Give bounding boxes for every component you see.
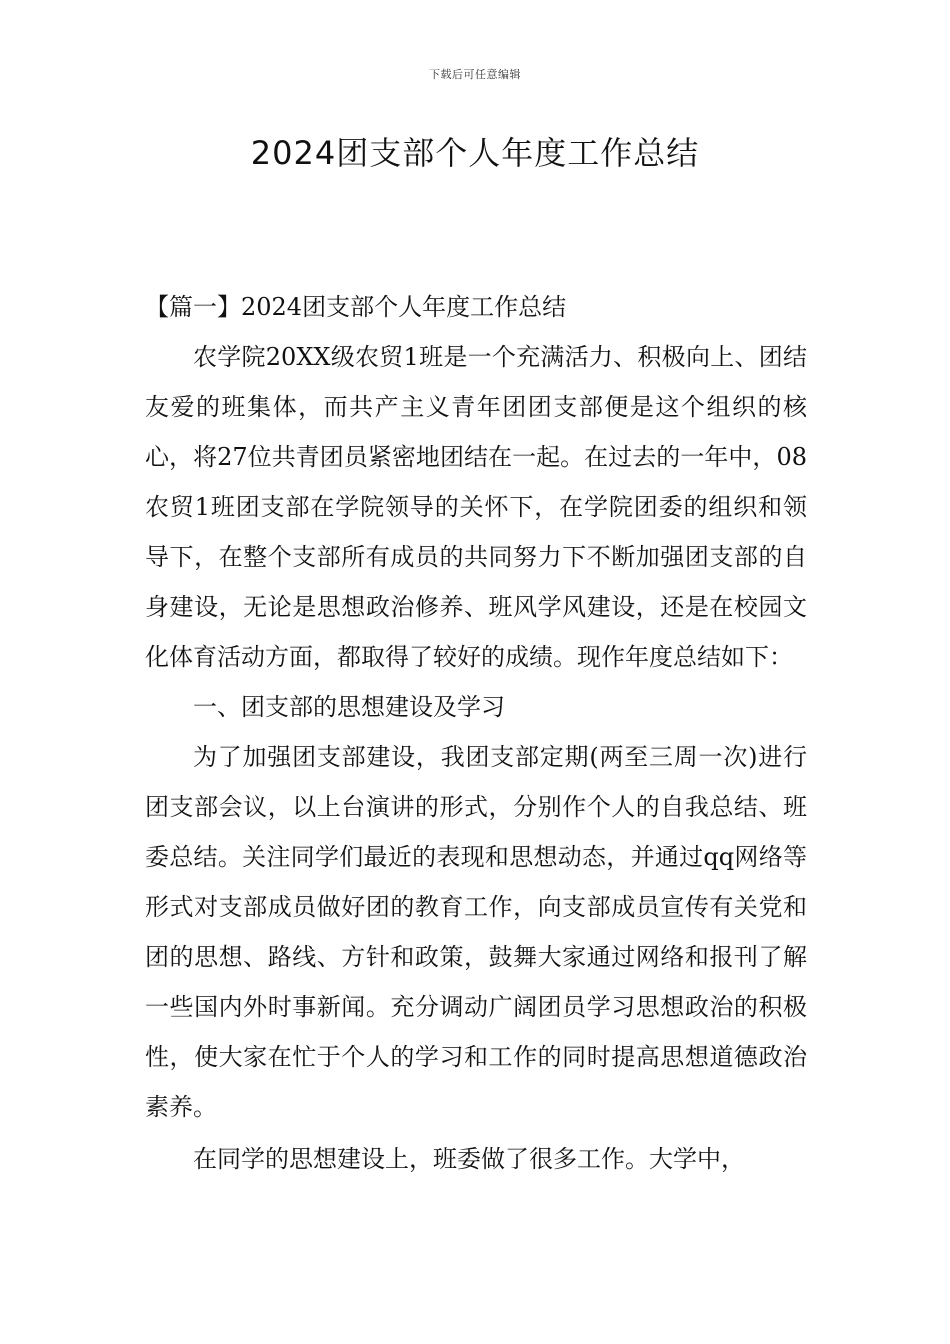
body-paragraph-intro: 农学院20XX级农贸1班是一个充满活力、积极向上、团结友爱的班集体，而共产主义青年团团支部便是这个组织的核心，将27位共青团员紧密地团结在一起。在过去的一年中，08农贸1班团支部在学院领导的关怀下，在学院团委的组织和领导下，在整个支部所有成员的共同努力下不断加强团支部的自身建设，无论是思想政治修养、班风学风建设，还是在校园文化体育活动方面，都取得了较好的成绩。现作年度总结如下： xyxy=(145,343,807,671)
section-label: 【篇一】2024团支部个人年度工作总结 xyxy=(145,293,567,321)
header-note: 下载后可任意编辑 xyxy=(429,68,521,81)
body-paragraph-ideology: 在同学的思想建设上，班委做了很多工作。大学中， xyxy=(193,1145,745,1173)
document-body xyxy=(145,282,807,1184)
document-title: 2024团支部个人年度工作总结 xyxy=(250,134,700,172)
section-heading: 一、团支部的思想建设及学习 xyxy=(193,693,505,721)
body-paragraph-study: 为了加强团支部建设，我团支部定期(两至三周一次)进行团支部会议，以上台演讲的形式，分别作个人的自我总结、班委总结。关注同学们最近的表现和思想动态，并通过qq网络等形式对支部成员做好团的教育工作，向支部成员宣传有关党和团的思想、路线、方针和政策，鼓舞大家通过网络和报刊了解一些国内外时事新闻。充分调动广阔团员学习思想政治的积极性，使大家在忙于个人的学习和工作的同时提高思想道德政治素养。 xyxy=(145,743,807,1121)
